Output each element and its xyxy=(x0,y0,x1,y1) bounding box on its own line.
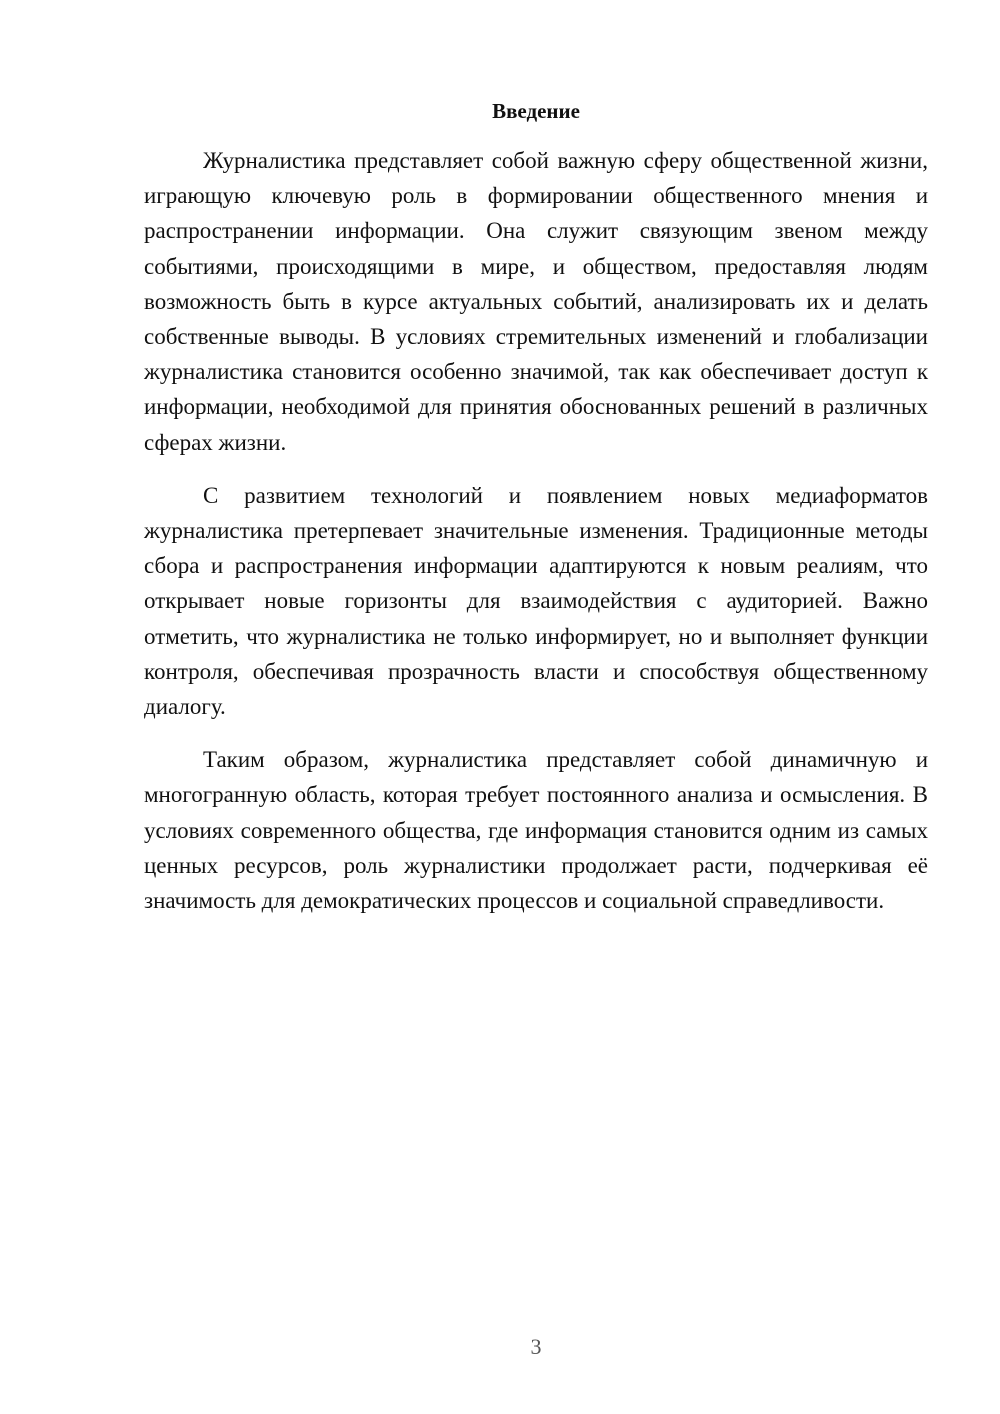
paragraph-1: Журналистика представляет собой важную сферу общественной жизни, играющую ключевую роль в формировании общественного мнения и распространении информации. Она служит связующим звеном между событиями, происходящими в мире, и обществом, предоставляя людям возможность быть в курсе актуальных событий, анализировать их и делать собственные выводы. В условиях стремительных изменений и глобализации журналистика становится особенно значимой, так как обеспечивает доступ к информации, необходимой для принятия обоснованных решений в различных сферах жизни. xyxy=(144,148,928,455)
page-number: 3 xyxy=(530,1334,542,1359)
page-content xyxy=(144,96,928,936)
paragraph-3: Таким образом, журналистика представляет собой динамичную и многогранную область, которая требует постоянного анализа и осмысления. В условиях современного общества, где информация становится одним из самых ценных ресурсов, роль журналистики продолжает расти, подчеркивая её значимость для демократических процессов и социальной справедливости. xyxy=(144,747,928,914)
section-title: Введение xyxy=(492,99,580,123)
paragraph-2: С развитием технологий и появлением новых медиаформатов журналистика претерпевает значительные изменения. Традиционные методы сбора и распространения информации адаптируются к новым реалиям, что открывает новые горизонты для взаимодействия с аудиторией. Важно отметить, что журналистика не только информирует, но и выполняет функции контроля, обеспечивая прозрачность власти и способствуя общественному диалогу. xyxy=(144,482,928,720)
